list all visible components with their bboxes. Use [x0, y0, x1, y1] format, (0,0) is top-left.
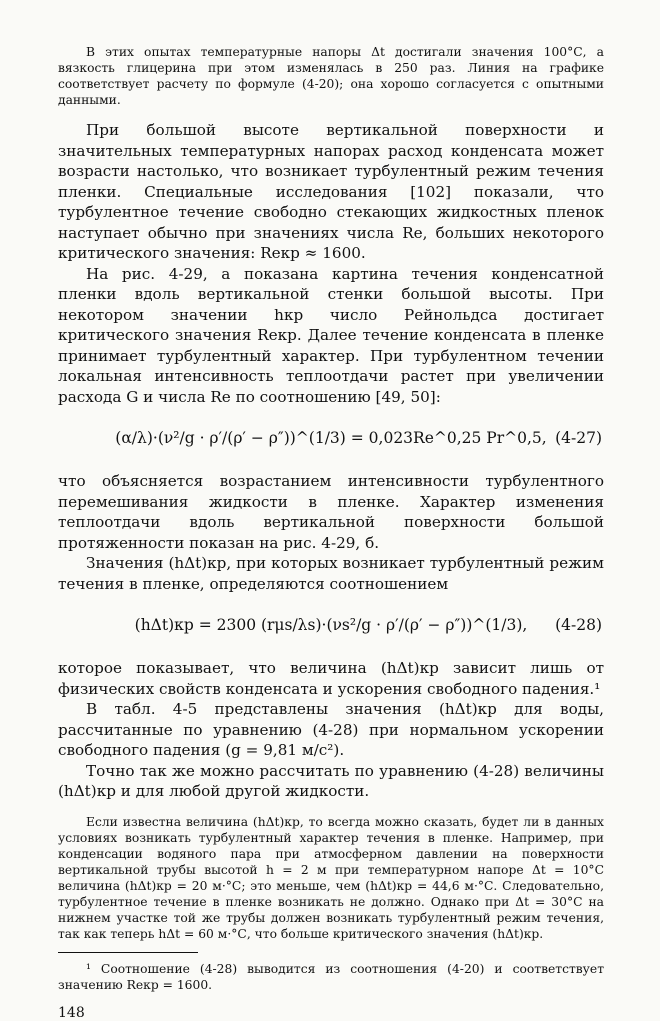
paragraph-figure-4-29: На рис. 4-29, а показана картина течения конденсатной пленки вдоль вертикальной стенки большой высоты. При некотором значении hкр число Рейнольдса достигает критического значения Reкр. Далее течение конденсата в пленке принимает турбулентный характер. При турбулентном течении локальная интенсивность теплоотдачи растет при увеличении расхода G и числа Re по соотношению [49, 50]: — [58, 264, 604, 406]
formula-4-28 — [58, 602, 604, 652]
paragraph-critical-values: Значения (hΔt)кр, при которых возникает турбулентный режим течения в пленке, определяются соотношением — [58, 554, 604, 593]
paragraph-physical-properties: которое показывает, что величина (hΔt)кр зависит лишь от физических свойств конденсата и ускорения свободного падения.¹ — [58, 659, 604, 698]
formula-4-28-number: (4-28) — [555, 616, 602, 634]
formula-4-27 — [58, 415, 604, 465]
page-number: 148 — [58, 1004, 85, 1021]
formula-4-28-expression: (hΔt)кр = 2300 (rμs/λs)·(νs²/g · ρ′/(ρ′ − ρ″))^(1/3), — [134, 616, 528, 634]
footnote-divider — [58, 952, 198, 953]
footnote: ¹ Соотношение (4-28) выводится из соотношения (4-20) и соответствует значению Reкр = 1600. — [58, 961, 604, 992]
formula-4-27-number: (4-27) — [555, 429, 602, 447]
formula-4-27-expression: (α/λ)·(ν²/g · ρ′/(ρ′ − ρ″))^(1/3) = 0,023Re^0,25 Pr^0,5, — [115, 429, 547, 447]
page-content — [58, 44, 604, 1021]
paragraph-table-4-5: В табл. 4-5 представлены значения (hΔt)кр для воды, рассчитанные по уравнению (4-28) при нормальном ускорении свободного падения (g = 9,81 м/с²). — [58, 700, 604, 759]
paragraph-small-example: Если известна величина (hΔt)кр, то всегда можно сказать, будет ли в данных условиях возникать турбулентный характер течения в пленке. Например, при конденсации водяного пара при атмосферном давлении на поверхности вертикальной трубы высотой h = 2 м при температурном напоре Δt = 10°С величина (hΔt)кр = 20 м·°С; это меньше, чем (hΔt)кр = 44,6 м·°С. Следовательно, турбулентное течение в пленке возникать не должно. Однако при Δt = 30°С на нижнем участке той же трубы должен возникать турбулентный режим течения, так как теперь hΔt = 60 м·°С, что больше критического значения (hΔt)кр. — [58, 814, 604, 941]
paragraph-small-1: В этих опытах температурные напоры Δt достигали значения 100°С, а вязкость глицерина при этом изменялась в 250 раз. Линия на графике соответствует расчету по формуле (4-20); она хорошо согласуется с опытными данными. — [58, 45, 604, 107]
paragraph-other-liquids: Точно так же можно рассчитать по уравнению (4-28) величины (hΔt)кр и для любой другой жидкости. — [58, 761, 604, 800]
paragraph-turbulent-intro: При большой высоте вертикальной поверхности и значительных температурных напорах расход конденсата может возрасти настолько, что возникает турбулентный режим течения пленки. Специальные исследования [102] показали, что турбулентное течение свободно стекающих жидкостных пленок наступает обычно при значениях числа Re, больших некоторого критического значения: Reкр ≈ 1600. — [58, 121, 604, 262]
paragraph-mixing: что объясняется возрастанием интенсивности турбулентного перемешивания жидкости в пленке. Характер изменения теплоотдачи вдоль вертикальной поверхности большой протяженности показан на рис. 4-29, б. — [58, 472, 604, 552]
